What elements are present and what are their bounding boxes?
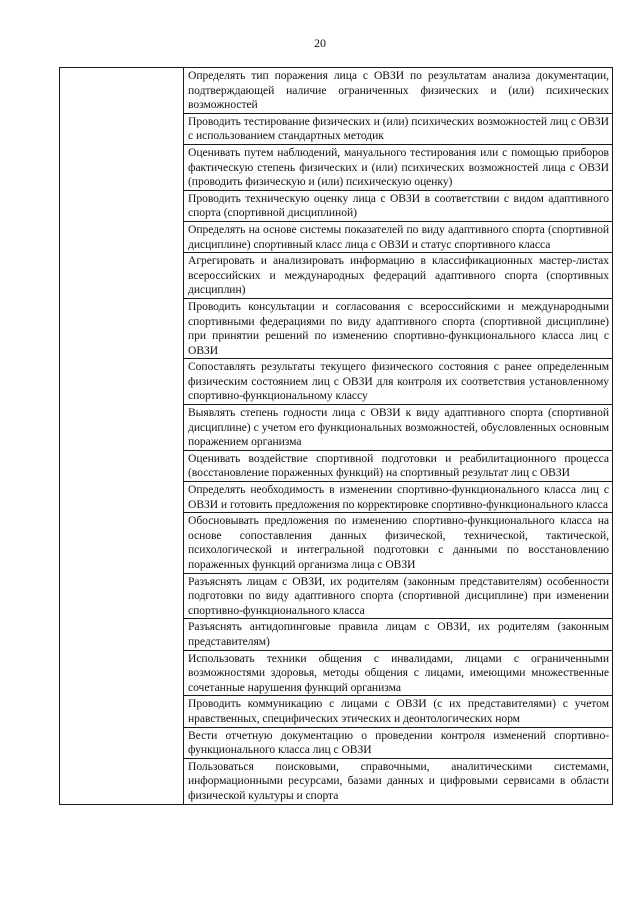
skill-text: Проводить тестирование физических и (или) психических возможностей лиц с ОВЗИ с использованием стандартных методик — [188, 114, 609, 143]
skill-text: Пользоваться поисковыми, справочными, аналитическими системами, информационными ресурсами, базами данных и цифровыми сервисами в области физической культуры и спорта — [188, 759, 609, 802]
skill-text: Использовать техники общения с инвалидами, лицами с ограниченными возможностями здоровья, методы общения с лицами, имеющими множественные сочетанные нарушения функций организма — [188, 651, 609, 694]
table-cell — [184, 450, 613, 481]
table-cell — [184, 619, 613, 650]
table-cell — [184, 221, 613, 252]
skill-text: Выявлять степень годности лица с ОВЗИ к виду адаптивного спорта (спортивной дисциплине) с учетом его функциональных возможностей, обусловленных основным поражением организма — [188, 406, 609, 449]
table-cell — [184, 298, 613, 358]
skill-text: Определять необходимость в изменении спортивно-функционального класса лиц с ОВЗИ и готовить предложения по корректировке спортивно-функционального класса — [188, 483, 609, 511]
table-cell — [184, 650, 613, 696]
table-cell — [184, 727, 613, 758]
skill-text: Агрегировать и анализировать информацию в классификационных мастер-листах всероссийских и международных федераций адаптивного спорта (спортивных дисциплин) — [188, 254, 609, 297]
table-cell — [184, 144, 613, 190]
skill-text: Вести отчетную документацию о проведении контроля изменений спортивно-функционального класса лиц с ОВЗИ — [188, 728, 609, 757]
page-number: 20 — [314, 36, 326, 50]
skill-text: Разъяснять антидопинговые правила лицам с ОВЗИ, их родителям (законным представителям) — [188, 620, 609, 648]
empty-left-cell — [60, 68, 184, 805]
skill-text: Разъяснять лицам с ОВЗИ, их родителям (законным представителям) особенности подготовки по виду адаптивного спорта (спортивной дисциплине) при изменении спортивно-функционального класса — [188, 574, 609, 617]
table-cell — [184, 113, 613, 144]
table-cell — [184, 190, 613, 221]
table-cell — [184, 359, 613, 405]
skill-text: Обосновывать предложения по изменению спортивно-функционального класса на основе сопоставления данных физической, технической, тактической, психологической и интегральной подготовки с данными по восстановлению пораженных функций организма лица с ОВЗИ — [188, 514, 609, 571]
table-row — [60, 68, 613, 114]
skill-text: Сопоставлять результаты текущего физического состояния с ранее определенным физическим состоянием лиц с ОВЗИ для контроля их соответствия установленному спортивно-функциональному классу — [188, 360, 609, 403]
table-cell — [184, 513, 613, 573]
table-cell — [184, 758, 613, 804]
table-cell — [184, 573, 613, 619]
skill-text: Проводить коммуникацию с лицами с ОВЗИ (с их представителями) с учетом нравственных, специфических этических и деонтологических норм — [188, 697, 609, 725]
skill-text: Определять тип поражения лица с ОВЗИ по результатам анализа документации, подтверждающей наличие ограниченных физических и (или) психических возможностей — [188, 69, 609, 112]
table-cell — [184, 482, 613, 513]
requirements-table-body — [60, 68, 613, 805]
skill-text: Оценивать путем наблюдений, мануального тестирования или с помощью приборов фактическую степень физических и (или) психических возможностей лица с ОВЗИ (проводить физическую и (или) психическую оценку) — [188, 145, 609, 189]
skill-text: Оценивать воздействие спортивной подготовки и реабилитационного процесса (восстановление пораженных функций) на спортивный результат лиц с ОВЗИ — [188, 451, 609, 480]
table-cell — [184, 696, 613, 727]
table-cell — [184, 68, 613, 114]
skill-text: Проводить техническую оценку лица с ОВЗИ в соответствии с видом адаптивного спорта (спортивной дисциплиной) — [188, 191, 609, 220]
table-cell — [184, 253, 613, 299]
requirements-table — [59, 67, 613, 805]
table-cell — [184, 405, 613, 451]
skill-text: Определять на основе системы показателей по виду адаптивного спорта (спортивной дисциплине) спортивный класс лица с ОВЗИ и статус спортивного класса — [188, 222, 609, 251]
skill-text: Проводить консультации и согласования с всероссийскими и международными спортивными федерациями по виду адаптивного спорта (спортивной дисциплине) при принятии решений по изменению спортивно-функционального класса лиц с ОВЗИ — [188, 299, 609, 357]
